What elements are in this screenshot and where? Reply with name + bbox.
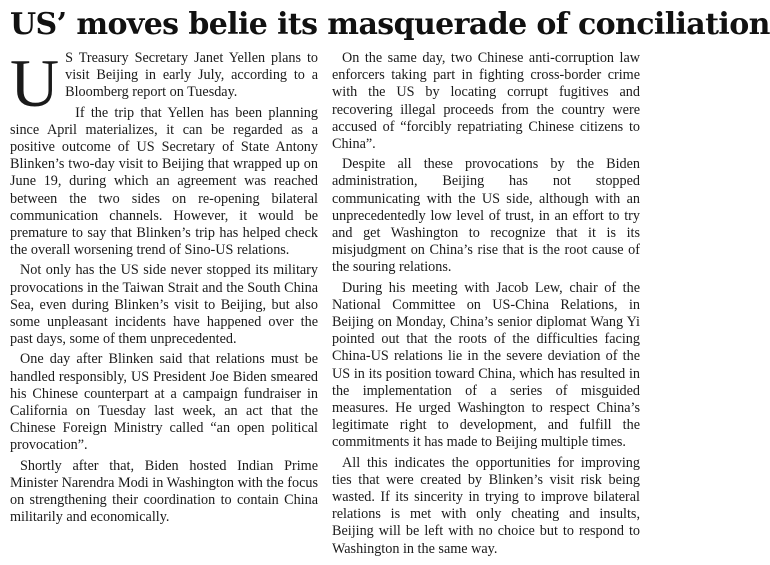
- paragraph: On the same day, two Chinese anti-corruption law enforcers taking part in fighting cross-border crime with the US by locating corrupt fugitives and recovering illegal proceeds from the country were accused of “forcibly repatriating Chinese citizens to China”.: [332, 50, 640, 153]
- drop-cap: U: [10, 45, 60, 121]
- paragraph: During his meeting with Jacob Lew, chair of the National Committee on US-China Relations, in Beijing on Monday, China’s senior diplomat Wang Yi pointed out that the roots of the difficulties facing China-US relations lie in the severe deviation of the US in its position toward China, which has resulted in the implementation of a series of misguided measures. He urged Washington to respect China’s legitimate right to development, and fulfill the commitments it has made to Beijing multiple times.: [332, 279, 640, 451]
- paragraph: Shortly after that, Biden hosted Indian Prime Minister Narendra Modi in Washington with the focus on strengthening their coordination to contain China militarily and economically.: [10, 457, 318, 526]
- lead-paragraph: [10, 45, 318, 121]
- paragraph: One day after Blinken said that relations must be handled responsibly, US President Joe Biden smeared his Chinese counterpart at a campaign fundraiser in California on Tuesday last week, an act that the Chinese Foreign Ministry called “an open political provocation”.: [10, 351, 318, 454]
- right-column: [332, 50, 640, 561]
- paragraph: Not only has the US side never stopped its military provocations in the Taiwan Strait and the South China Sea, even during Blinken’s visit to Beijing, but also some unpleasant incidents have happened over the past days, some of them unprecedented.: [10, 262, 318, 348]
- headline: US’ moves belie its masquerade of conciliation: [10, 7, 770, 42]
- lead-text: S Treasury Secretary Janet Yellen plans to visit Beijing in early July, according to a Bloomberg report on Tuesday.: [65, 50, 318, 101]
- paragraph: Despite all these provocations by the Biden administration, Beijing has not stopped communicating with the US side, although with an unprecedentedly low level of trust, in an effort to try and get Washington to recognize that it is its misjudgment on China’s rise that is the root cause of the souring relations.: [332, 156, 640, 276]
- paragraph: If the trip that Yellen has been planning since April materializes, it can be regarded as a positive outcome of US Secretary of State Antony Blinken’s two-day visit to Beijing that wrapped up on June 19, during which an agreement was reached between the two sides on re-opening bilateral communication channels. However, it would be premature to say that Blinken’s trip has helped check the overall worsening trend of Sino-US relations.: [10, 104, 318, 259]
- left-column: [10, 45, 318, 561]
- article-body: [10, 45, 640, 561]
- paragraph: All this indicates the opportunities for improving ties that were created by Blinken’s visit risk being wasted. If its sincerity in trying to improve bilateral relations is met with only cheating and insults, Beijing will be left with no choice but to respond to Washington in the same way.: [332, 454, 640, 557]
